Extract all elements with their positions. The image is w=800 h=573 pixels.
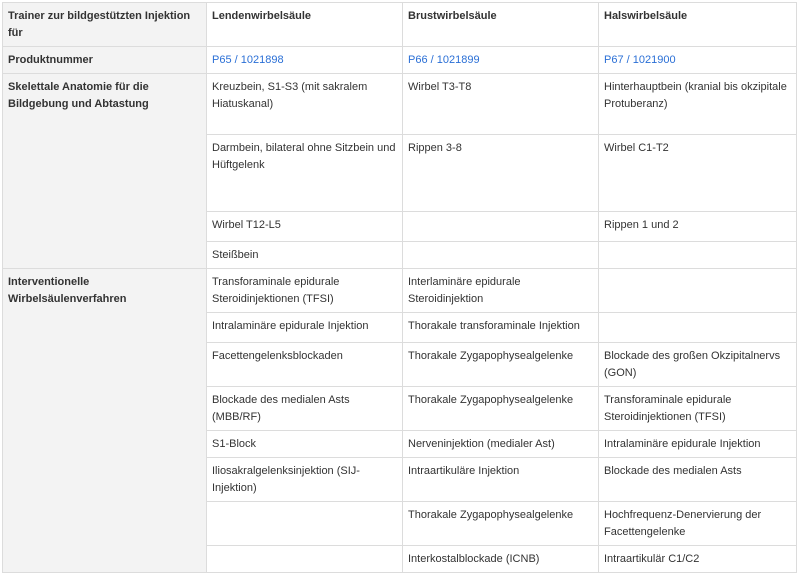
table-cell [599,313,797,343]
table-cell [207,546,403,573]
table-cell: Intraartikulär C1/C2 [599,546,797,573]
product-link-lumbar[interactable]: P65 / 1021898 [212,54,284,66]
procedures-section-label: Interventionelle Wirbelsäulenverfahren [3,269,207,573]
table-cell: Wirbel T3-T8 [403,74,599,135]
table-cell: Rippen 3-8 [403,135,599,212]
table-cell: Thorakale Zygapophysealgelenke [403,343,599,387]
table-header-row [3,3,797,47]
product-link-thoracic[interactable]: P66 / 1021899 [408,54,480,66]
table-cell [403,212,599,242]
table-cell: Intralaminäre epidurale Injektion [207,313,403,343]
table-cell: Hochfrequenz-Denervierung der Facettengelenke [599,502,797,546]
table-row [3,74,797,135]
table-row [3,269,797,313]
table-cell: Iliosakralgelenksinjektion (SIJ-Injektion) [207,458,403,502]
table-cell: Wirbel T12-L5 [207,212,403,242]
product-cell-lumbar [207,47,403,74]
table-cell: Blockade des großen Okzipitalnervs (GON) [599,343,797,387]
table-cell: Transforaminale epidurale Steroidinjektionen (TFSI) [207,269,403,313]
table-cell [207,502,403,546]
header-thoracic: Brustwirbelsäule [403,3,599,47]
table-cell: Thorakale Zygapophysealgelenke [403,502,599,546]
table-cell: Kreuzbein, S1-S3 (mit sakralem Hiatuskanal) [207,74,403,135]
anatomy-section-label: Skelettale Anatomie für die Bildgebung und Abtastung [3,74,207,269]
table-cell: Hinterhauptbein (kranial bis okzipitale Protuberanz) [599,74,797,135]
spine-trainer-comparison-table [2,2,797,573]
table-cell: Thorakale Zygapophysealgelenke [403,387,599,431]
table-cell: Steißbein [207,242,403,269]
product-cell-thoracic [403,47,599,74]
table-cell: Wirbel C1-T2 [599,135,797,212]
table-cell: Intralaminäre epidurale Injektion [599,431,797,458]
table-cell: Blockade des medialen Asts (MBB/RF) [207,387,403,431]
product-number-row [3,47,797,74]
table-cell: Blockade des medialen Asts [599,458,797,502]
table-cell: Rippen 1 und 2 [599,212,797,242]
table-cell: Interlaminäre epidurale Steroidinjektion [403,269,599,313]
table-cell: S1-Block [207,431,403,458]
header-cervical: Halswirbelsäule [599,3,797,47]
table-cell: Intraartikuläre Injektion [403,458,599,502]
table-cell: Nerveninjektion (medialer Ast) [403,431,599,458]
table-cell [599,269,797,313]
table-cell: Thorakale transforaminale Injektion [403,313,599,343]
table-cell [599,242,797,269]
table-cell: Facettengelenksblockaden [207,343,403,387]
header-trainer-label: Trainer zur bildgestützten Injektion für [3,3,207,47]
table-cell: Darmbein, bilateral ohne Sitzbein und Hüftgelenk [207,135,403,212]
header-lumbar: Lendenwirbelsäule [207,3,403,47]
table-cell: Transforaminale epidurale Steroidinjektionen (TFSI) [599,387,797,431]
product-cell-cervical [599,47,797,74]
table-cell: Interkostalblockade (ICNB) [403,546,599,573]
product-number-label: Produktnummer [3,47,207,74]
table-cell [403,242,599,269]
product-link-cervical[interactable]: P67 / 1021900 [604,54,676,66]
